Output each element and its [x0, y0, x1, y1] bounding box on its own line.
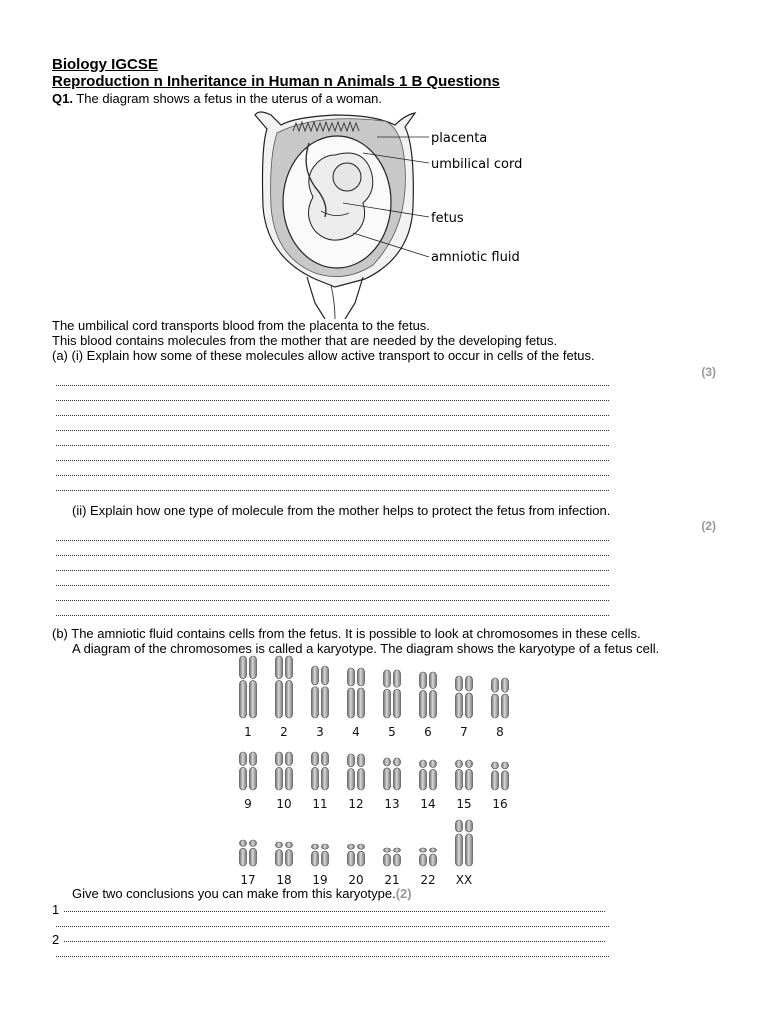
chromosome-label: 8	[496, 725, 504, 739]
chromosome-pair-20	[348, 844, 365, 866]
answer-line[interactable]	[64, 940, 605, 942]
chromosome-pair-3	[312, 666, 329, 718]
question-number: Q1.	[52, 91, 73, 106]
uterus-fetus-diagram	[245, 107, 535, 319]
chromosome-label: 13	[384, 797, 400, 811]
topic-title: Reproduction n Inheritance in Human n Animals 1 B Questions	[52, 73, 500, 90]
answer-line[interactable]	[56, 539, 609, 541]
chromosome-pair-10	[276, 752, 293, 790]
chromosome-label: 18	[276, 873, 292, 887]
chromosome-label: 2	[280, 725, 288, 739]
part-a-ii-question: (ii) Explain how one type of molecule from the mother helps to protect the fetus from infection.	[72, 503, 611, 518]
chromosome-label: 16	[492, 797, 508, 811]
chromosome-pair-19	[312, 844, 329, 866]
chromosome-pair-4	[348, 668, 365, 718]
chromosome-label: 1	[244, 725, 252, 739]
answer-line[interactable]	[56, 554, 609, 556]
chromosome-label: 7	[460, 725, 468, 739]
chromosome-pair-16	[492, 762, 509, 790]
chromosome-pair-18	[276, 842, 293, 866]
chromosome-pair-7	[456, 676, 473, 718]
karyotype-diagram	[230, 654, 540, 890]
part-b-text-1: (b) The amniotic fluid contains cells from the fetus. It is possible to look at chromosomes in these cells.	[52, 626, 641, 641]
answer-line[interactable]	[56, 584, 609, 586]
answer-line[interactable]	[56, 599, 609, 601]
label-placenta: placenta	[431, 131, 488, 146]
q1-intro: The diagram shows a fetus in the uterus of a woman.	[76, 91, 383, 106]
q1-intro-line	[52, 91, 382, 106]
chromosome-label: 5	[388, 725, 396, 739]
chromosome-pair-8	[492, 678, 509, 718]
answer-1-number: 1	[52, 902, 60, 917]
answer-line[interactable]	[56, 474, 609, 476]
label-umbilical-cord: umbilical cord	[431, 157, 523, 172]
q1-text-1: The umbilical cord transports blood from the placenta to the fetus.	[52, 318, 430, 333]
part-a-i-marks: (3)	[701, 365, 716, 379]
part-b-question-line	[72, 886, 412, 901]
answer-line[interactable]	[56, 459, 609, 461]
chromosome-label: 22	[420, 873, 436, 887]
chromosome-label: 3	[316, 725, 324, 739]
chromosome-pair-11	[312, 752, 329, 790]
chromosome-pair-xx	[456, 820, 473, 866]
part-b-marks: (2)	[395, 886, 412, 901]
part-b-question: Give two conclusions you can make from this karyotype.	[72, 886, 396, 901]
karyotype-svg	[230, 654, 540, 890]
answer-line[interactable]	[56, 414, 609, 416]
answer-line[interactable]	[56, 444, 609, 446]
part-a-ii-marks: (2)	[701, 519, 716, 533]
label-amniotic-fluid: amniotic fluid	[431, 250, 520, 265]
chromosome-pair-12	[348, 754, 365, 790]
part-b-text-2: A diagram of the chromosomes is called a karyotype. The diagram shows the karyotype of a fetus cell.	[72, 641, 660, 656]
chromosome-label: 6	[424, 725, 432, 739]
answer-line[interactable]	[56, 399, 609, 401]
chromosome-pair-14	[420, 760, 437, 790]
subject-title: Biology IGCSE	[52, 56, 158, 73]
chromosome-label: 14	[420, 797, 436, 811]
label-fetus: fetus	[431, 211, 464, 226]
answer-line[interactable]	[56, 489, 609, 491]
answer-line[interactable]	[56, 384, 609, 386]
chromosome-label: 17	[240, 873, 256, 887]
chromosome-pair-22	[420, 848, 437, 866]
chromosome-label: 11	[312, 797, 328, 811]
q1-text-2: This blood contains molecules from the mother that are needed by the developing fetus.	[52, 333, 558, 348]
chromosome-pair-17	[240, 840, 257, 866]
chromosome-label: 9	[244, 797, 252, 811]
chromosome-label: 10	[276, 797, 292, 811]
chromosome-pair-2	[276, 656, 293, 718]
chromosome-label: 20	[348, 873, 364, 887]
chromosome-pair-6	[420, 672, 437, 718]
chromosome-pair-1	[240, 656, 257, 718]
chromosome-label: 12	[348, 797, 364, 811]
chromosome-pair-9	[240, 752, 257, 790]
chromosome-pair-21	[384, 848, 401, 866]
chromosome-pair-5	[384, 670, 401, 718]
answer-line[interactable]	[64, 910, 605, 912]
answer-line[interactable]	[56, 925, 609, 927]
answer-line[interactable]	[56, 569, 609, 571]
chromosome-pair-13	[384, 758, 401, 790]
chromosome-label: 15	[456, 797, 472, 811]
part-a-i-question: (a) (i) Explain how some of these molecules allow active transport to occur in cells of the fetus.	[52, 348, 595, 363]
chromosome-pair-15	[456, 760, 473, 790]
chromosome-label: 21	[384, 873, 400, 887]
chromosome-label: XX	[455, 873, 473, 887]
chromosome-label: 19	[312, 873, 328, 887]
answer-line[interactable]	[56, 429, 609, 431]
answer-line[interactable]	[56, 955, 609, 957]
chromosome-label: 4	[352, 725, 360, 739]
answer-line[interactable]	[56, 614, 609, 616]
answer-2-number: 2	[52, 932, 60, 947]
